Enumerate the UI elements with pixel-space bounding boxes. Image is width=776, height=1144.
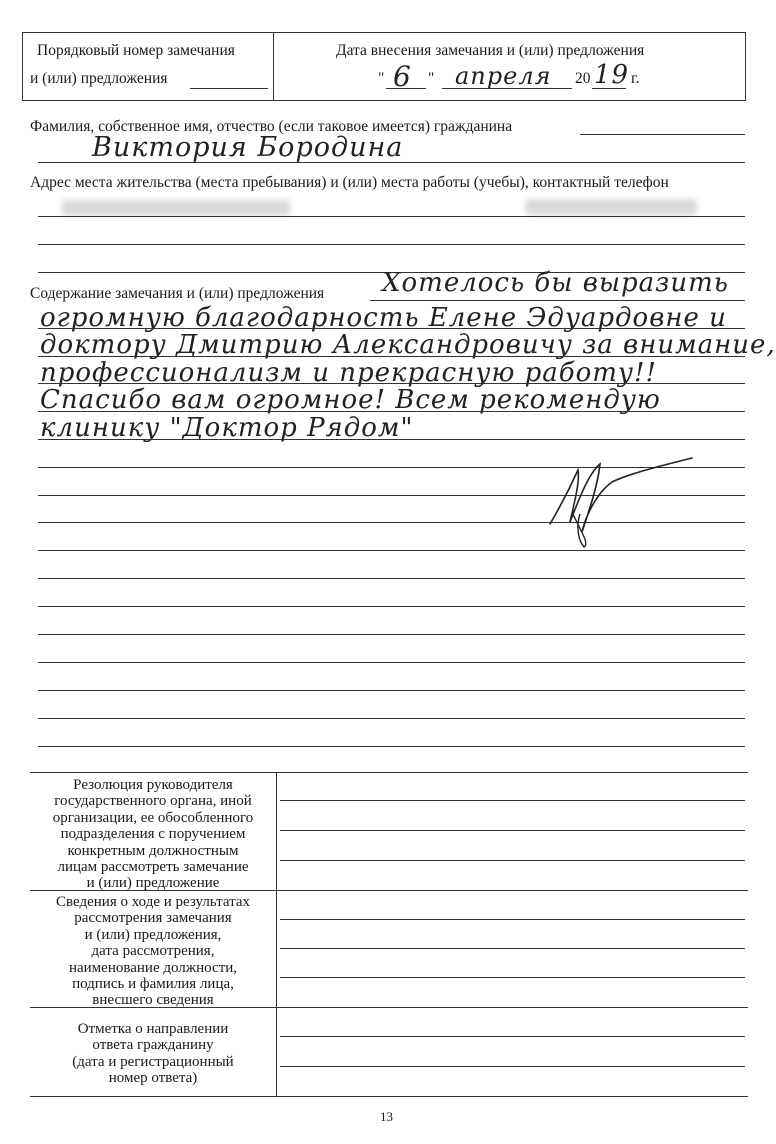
serial-number-label-line1: Порядковый номер замечания: [37, 42, 235, 59]
resolution-label: Резолюция руководителя государственного органа, иной организации, ее обособленного подразделения с поручением конкретным должностным лицам рассмотреть замечание и (или) предложение: [52, 777, 254, 892]
serial-number-label-line2: и (или) предложения: [30, 70, 168, 87]
date-quote-open: ": [378, 70, 385, 87]
comment-line-4: профессионализм и прекрасную работу!!: [40, 358, 657, 388]
comment-line-1: Хотелось бы выразить: [382, 268, 729, 298]
signature-drawing: [520, 452, 700, 552]
comment-line-3: доктору Дмитрию Александровичу за внимание,: [40, 330, 776, 360]
response-note-label: Отметка о направлении ответа гражданину (дата и регистрационный номер ответа): [72, 1021, 234, 1087]
page-number: 13: [380, 1109, 393, 1124]
serial-number-blank: [190, 88, 268, 89]
date-year-prefix: 20: [575, 70, 591, 87]
redacted-address: [62, 200, 290, 216]
date-year-suffix: 19: [594, 60, 630, 90]
review-progress-label: Сведения о ходе и результатах рассмотрения замечания и (или) предложения, дата рассмотрения, наименование должности, подпись и фамилия лица, внесшего сведения: [56, 894, 250, 1009]
date-month: апреля: [455, 62, 552, 90]
comment-line-5: Спасибо вам огромное! Всем рекомендую: [40, 385, 661, 415]
comment-line-2: огромную благодарность Елене Эдуардовне и: [40, 303, 727, 333]
date-year-unit: г.: [631, 70, 640, 87]
date-day: 6: [393, 60, 412, 93]
address-label: Адрес места жительства (места пребывания) и (или) места работы (учебы), контактный телефон: [30, 174, 669, 191]
comment-line-6: клинику "Доктор Рядом": [40, 413, 414, 443]
comment-content-label: Содержание замечания и (или) предложения: [30, 285, 325, 302]
citizen-name-value: Виктория Бородина: [92, 132, 404, 163]
citizen-name-label: Фамилия, собственное имя, отчество (если таковое имеется) гражданина: [30, 118, 513, 135]
date-quote-close: ": [428, 70, 435, 87]
redacted-phone: [525, 199, 697, 215]
date-label: Дата внесения замечания и (или) предложения: [336, 42, 645, 59]
